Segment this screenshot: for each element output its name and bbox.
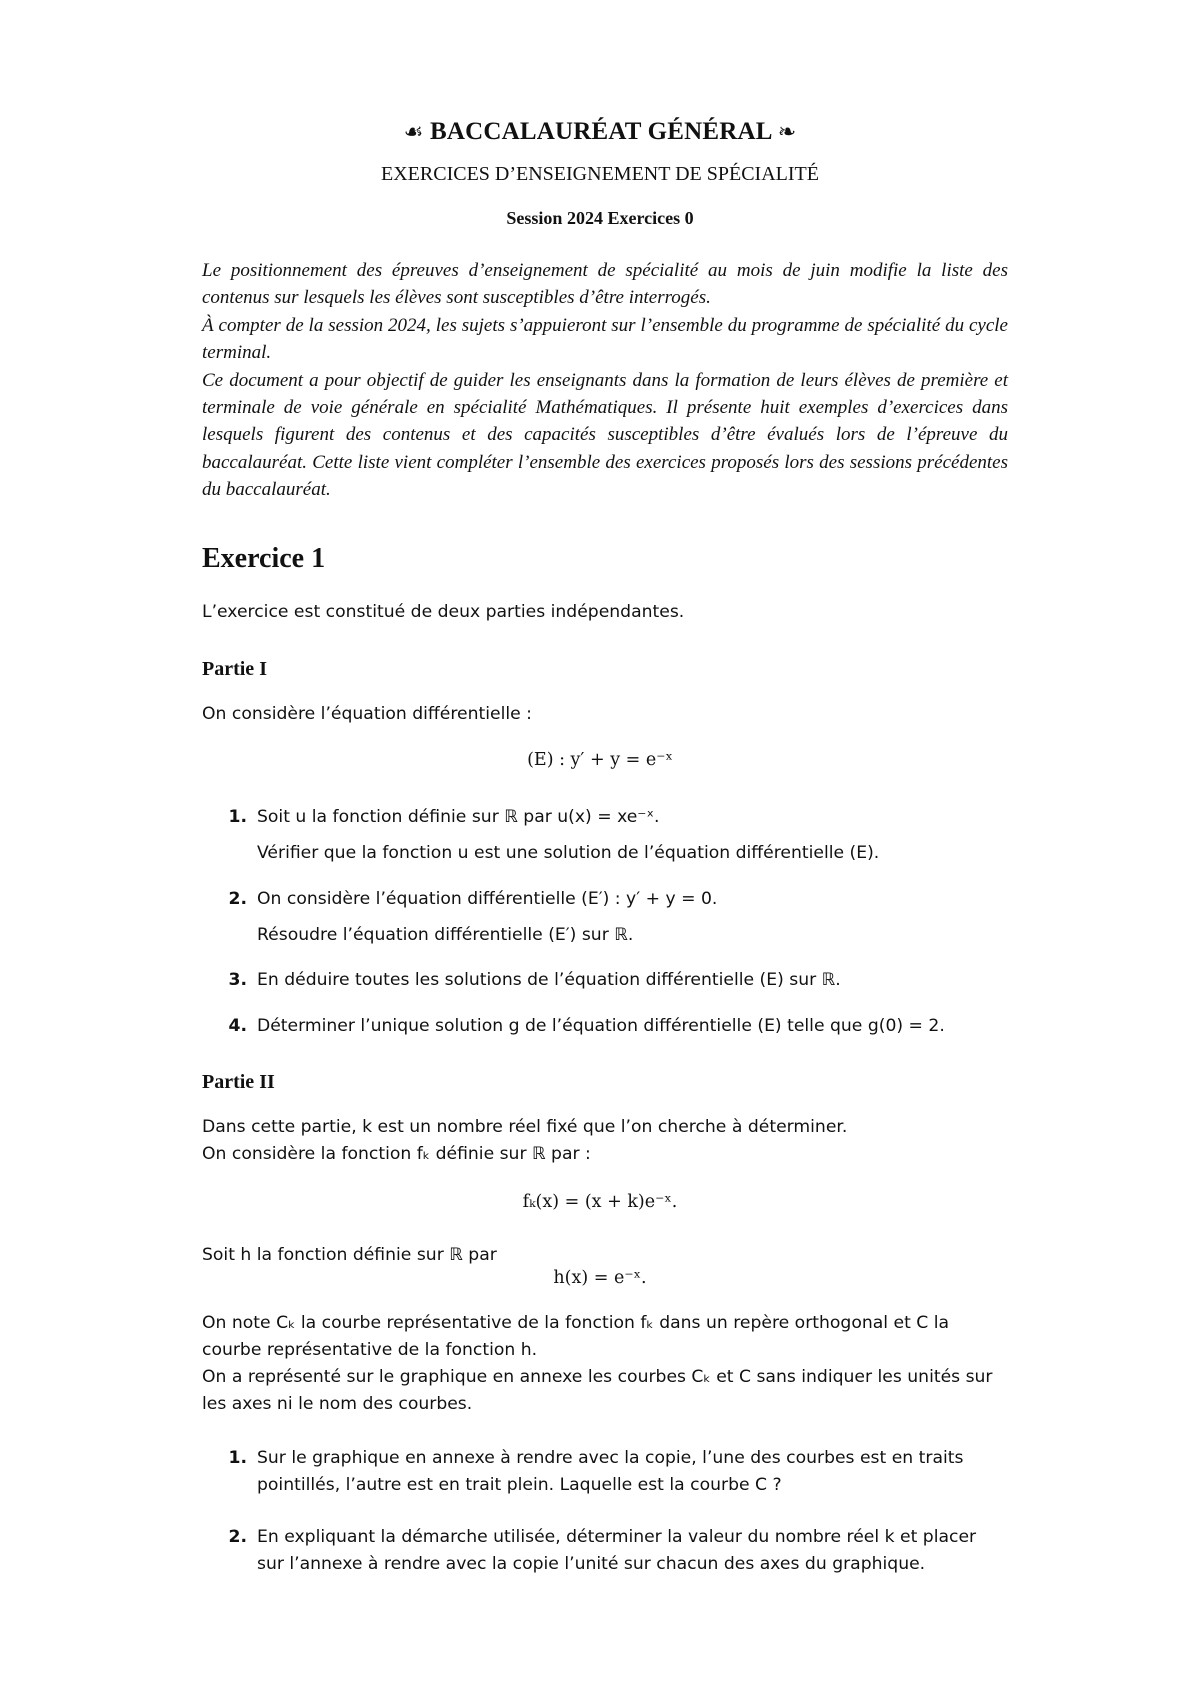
title-text: BACCALAURÉAT GÉNÉRAL <box>429 118 772 145</box>
part-1-title: Partie I <box>202 658 267 680</box>
question-text: En déduire toutes les solutions de l’équation différentielle (E) sur ℝ. <box>257 970 841 990</box>
part-2-line-2: On considère la fonction fₖ définie sur ℝ par : <box>202 1144 591 1164</box>
question-text: Sur le graphique en annexe à rendre avec la copie, l’une des courbes est en traits pointillés, l’autre est en trait plein. Laquelle est la courbe C ? <box>257 1448 964 1495</box>
question-text: Vérifier que la fonction u est une solution de l’équation différentielle (E). <box>257 843 880 863</box>
part-1-lead: On considère l’équation différentielle : <box>202 704 532 724</box>
question-text: Résoudre l’équation différentielle (E′) sur ℝ. <box>257 925 634 945</box>
ornament-right-icon: ❧ <box>777 119 797 144</box>
question-number: 2. <box>228 889 247 909</box>
part-2-title: Partie II <box>202 1071 275 1093</box>
document-title <box>0 118 1200 146</box>
question-number: 4. <box>228 1016 247 1036</box>
ornament-left-icon: ☙ <box>403 119 424 144</box>
intro-paragraph-1: Le positionnement des épreuves d’enseignement de spécialité au mois de juin modifie la liste des contenus sur lesquels les élèves sont susceptibles d’être interrogés. <box>202 260 1008 309</box>
equation-e: (E) : y′ + y = e⁻ˣ <box>527 750 673 770</box>
intro-paragraph-2: À compter de la session 2024, les sujets s’appuieront sur l’ensemble du programme de spécialité du cycle terminal. <box>202 314 1008 364</box>
question-number: 3. <box>228 970 247 990</box>
question-text: Déterminer l’unique solution g de l’équation différentielle (E) telle que g(0) = 2. <box>257 1016 945 1036</box>
part-2-line-1: Dans cette partie, k est un nombre réel fixé que l’on cherche à déterminer. <box>202 1117 848 1137</box>
question-text: En expliquant la démarche utilisée, déterminer la valeur du nombre réel k et placer sur l’annexe à rendre avec la copie l’unité sur chacun des axes du graphique. <box>257 1527 977 1574</box>
question-text: Soit u la fonction définie sur ℝ par u(x) = xe⁻ˣ. <box>257 807 660 827</box>
intro-paragraph-3: Ce document a pour objectif de guider les enseignants dans la formation de leurs élèves de première et terminale de voie générale en spécialité Mathématiques. Il présente huit exemples d’exercices dans lesquels figurent des contenus et des capacités susceptibles d’être évalués lors de l’épreuve du baccalauréat. Cette liste vient compléter l’ensemble des exercices proposés lors des sessions précédentes du baccalauréat. <box>202 369 1008 501</box>
intro-text <box>202 257 1008 504</box>
equation-h: h(x) = e⁻ˣ. <box>553 1268 647 1288</box>
session-label: Session 2024 Exercices 0 <box>506 208 694 228</box>
exercise-intro: L’exercice est constitué de deux parties indépendantes. <box>202 602 685 622</box>
part-2-paragraph-2: On a représenté sur le graphique en annexe les courbes Cₖ et C sans indiquer les unités sur les axes ni le nom des courbes. <box>202 1367 993 1414</box>
part-2-paragraph-1: On note Cₖ la courbe représentative de la fonction fₖ dans un repère orthogonal et C la courbe représentative de la fonction h. <box>202 1313 950 1360</box>
question-number: 2. <box>228 1527 247 1547</box>
question-number: 1. <box>228 807 247 827</box>
equation-fk: fₖ(x) = (x + k)e⁻ˣ. <box>522 1192 678 1212</box>
question-text: On considère l’équation différentielle (E′) : y′ + y = 0. <box>257 889 718 909</box>
part-2-line-3: Soit h la fonction définie sur ℝ par <box>202 1245 497 1265</box>
document-subtitle: EXERCICES D’ENSEIGNEMENT DE SPÉCIALITÉ <box>381 163 819 185</box>
question-number: 1. <box>228 1448 247 1468</box>
exercise-title: Exercice 1 <box>202 543 326 574</box>
